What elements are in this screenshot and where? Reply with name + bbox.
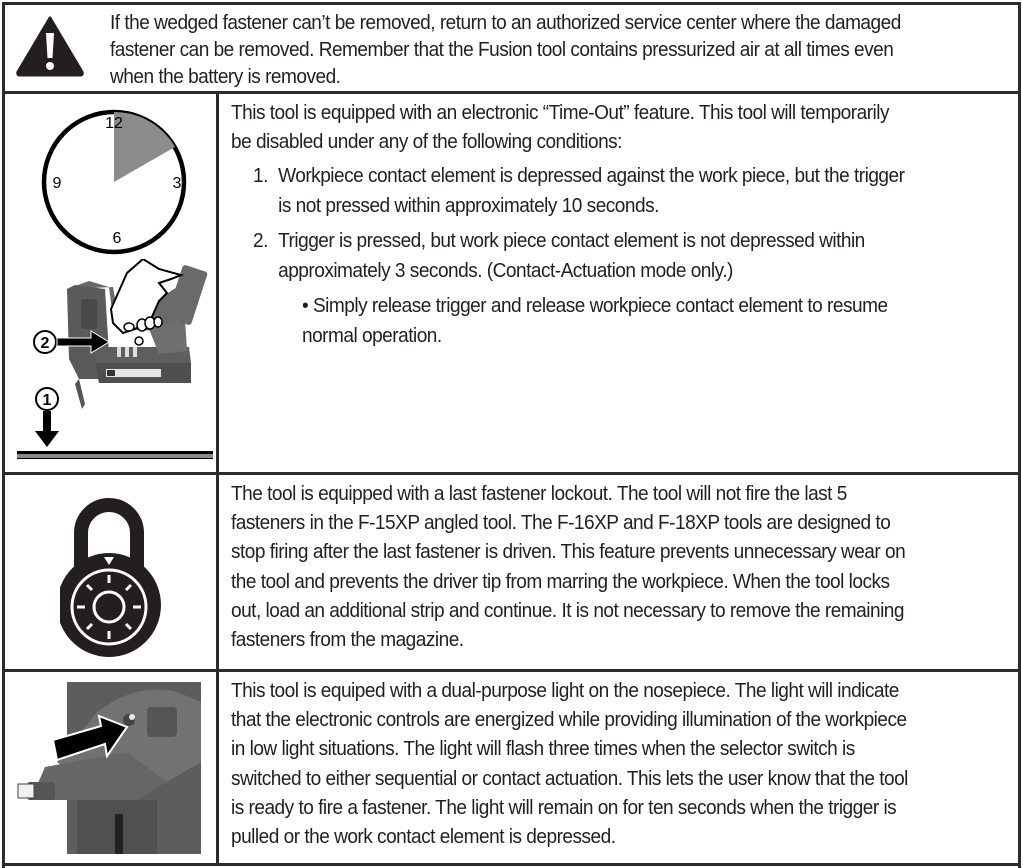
feature-table [2, 94, 1021, 868]
warning-box [2, 2, 1021, 94]
nosepiece-light-row [5, 672, 1018, 866]
lockout-paragraph: The tool is equipped with a last fastener lockout. The tool will not fire the last 5 fasteners in the F-15XP angled tool. The F-16XP and F-18XP tools are designed to stop firing after the last fastener is driven. This feature prevents unnecessary wear on the tool and prevents the driver tip from marring the workpiece. When the tool locks out, load an additional strip and continue. It is not necessary to remove the remaining fasteners from the magazine. [231, 482, 906, 652]
resume-bullet: • Simply release trigger and release workpiece contact element to resume normal operation. [302, 294, 888, 347]
nosepiece-light-arrow-icon [17, 682, 201, 854]
nosepiece-light-paragraph: This tool is equiped with a dual-purpose light on the nosepiece. The light will indicate that the electronic controls are energized while providing illumination of the workpiece in low light situations. The light will flash three times when the selector switch is switched to either sequential or contact actuation. This lets the user know that the tool is ready to fire a fastener. The light will remain on for ten seconds when the trigger is pulled or the work contact element is depressed. [231, 679, 908, 849]
clock-label-12: 12 [105, 115, 123, 132]
callout-2-label: 2 [40, 335, 50, 352]
bullet-icon: • [302, 294, 309, 317]
clock-label-9: 9 [52, 175, 62, 192]
time-out-illustration-cell [5, 94, 219, 472]
lockout-text-cell [222, 475, 1018, 669]
time-out-row [5, 94, 1018, 475]
combination-padlock-icon [60, 495, 170, 659]
clock-label-6: 6 [112, 230, 122, 247]
warning-triangle-icon [15, 15, 85, 77]
nosepiece-light-illustration-cell [5, 672, 219, 863]
lockout-row [5, 475, 1018, 672]
time-out-intro: This tool is equipped with an electronic “Time-Out” feature. This tool will temporarily be disabled under any of the following conditions: [231, 101, 890, 153]
callout-1-label: 1 [42, 392, 52, 409]
warning-text: If the wedged fastener can’t be removed, return to an authorized service center where the damaged fastener can be removed. Remember that the Fusion tool contains pressurized air at all times even when the battery is removed. [110, 11, 901, 88]
lockout-illustration-cell [5, 475, 219, 669]
arrow-down-icon [35, 411, 59, 447]
clock-icon [36, 104, 196, 264]
time-out-text-cell: This tool is equipped with an electronic “Time-Out” feature. This tool will temporarily be disabled under any of the following conditions: 1. Workpiece contact element is depressed against the work piece, but the trigger is not pressed within approximately 10 seconds. 2. Trigger is pressed, but work piece contact element is not depressed within approximately 3 seconds. (Contact-Actuation mode only.) • Simply release trigger and release workpiece contact element to resume normal operation. [222, 94, 1018, 472]
nailer-trigger-illustration [9, 259, 217, 459]
clock-label-3: 3 [172, 175, 182, 192]
nosepiece-light-text-cell [222, 672, 1018, 863]
